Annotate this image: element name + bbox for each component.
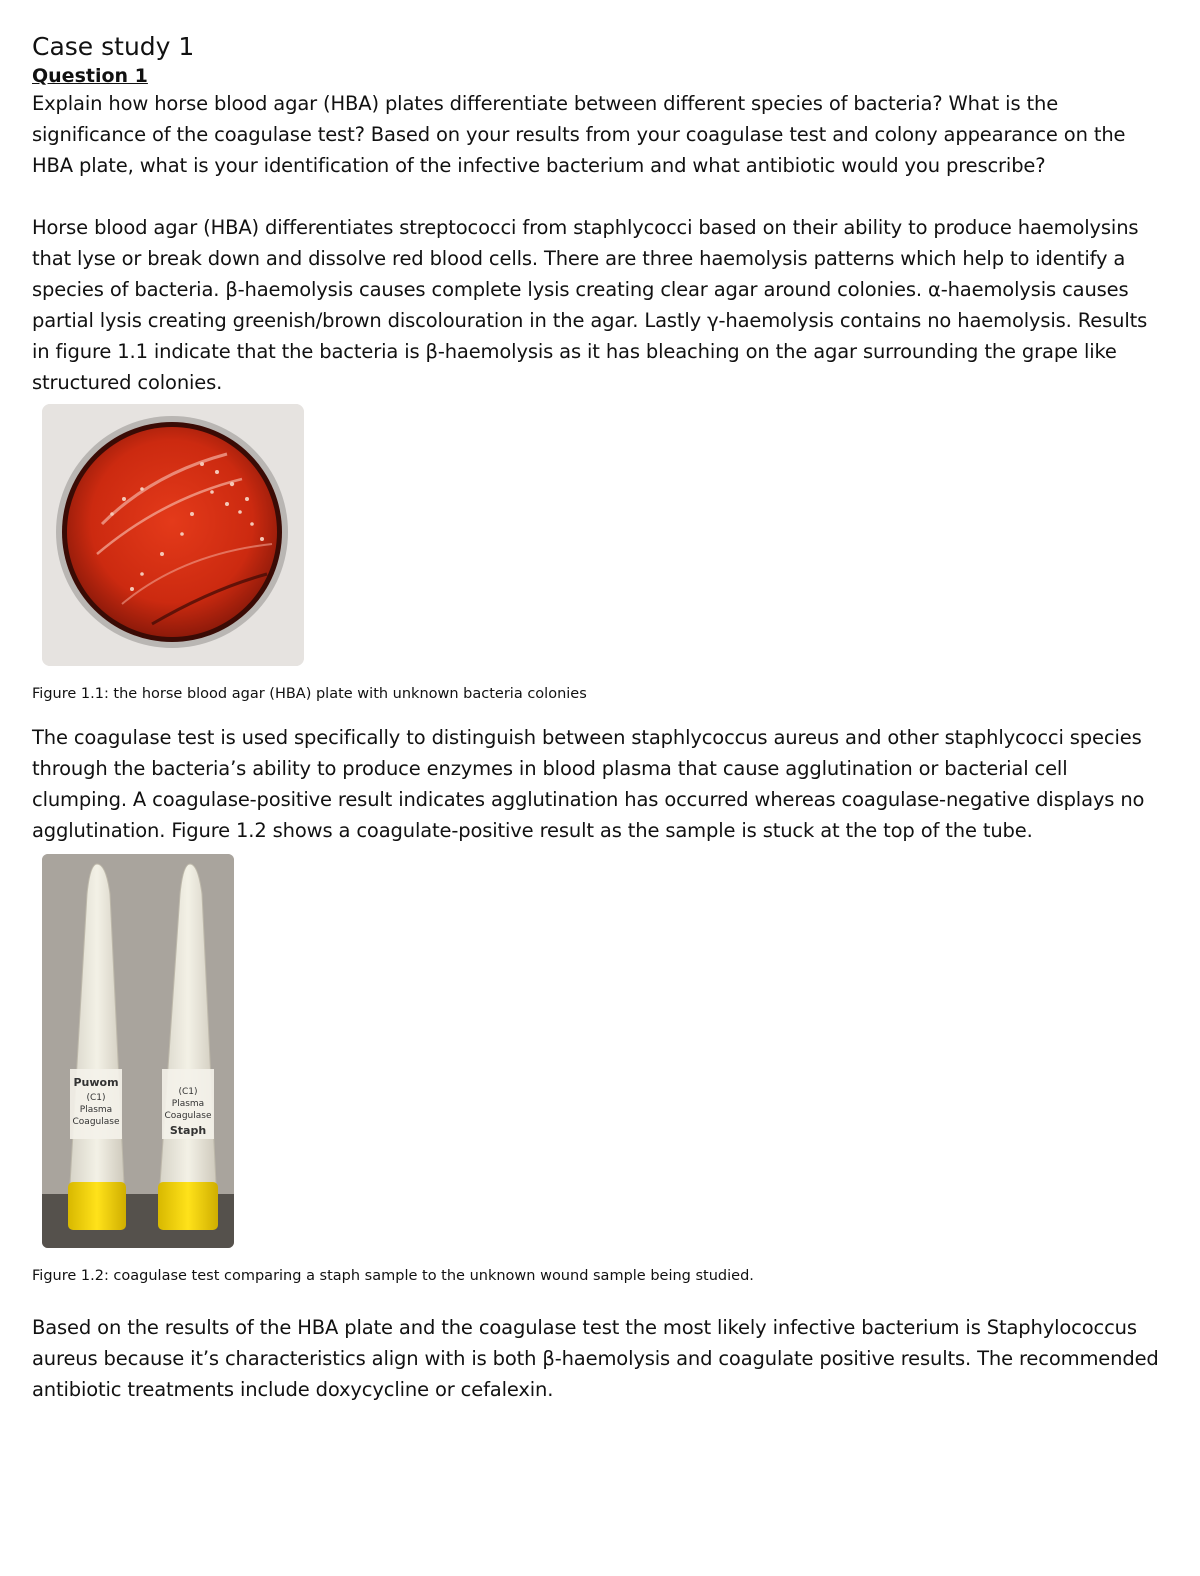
- tube-right-label-4: Staph: [169, 1124, 207, 1137]
- hba-plate-photo: [42, 404, 304, 666]
- tube-left-label-3: Plasma: [79, 1105, 113, 1115]
- spacer: [32, 181, 1162, 212]
- coagulase-paragraph: The coagulase test is used specifically to distinguish between staphlycoccus aureus and other staphlycocci species through the bacteria’s ability to produce enzymes in blood plasma that cause agglutination or bacterial cell clumping. A coagulase-positive result indicates agglutination has occurred whereas coagulase-negative displays no agglutination. Figure 1.2 shows a coagulate-positive result as the sample is stuck at the top of the tube.: [32, 726, 1145, 842]
- coagulase-tubes-photo: [42, 854, 234, 1248]
- conclusion-paragraph: Based on the results of the HBA plate and the coagulase test the most likely infective bacterium is Staphylococcus aureus because it’s characteristics align with is both β-haemolysis and coagulate positive results. The recommended antibiotic treatments include doxycycline or cefalexin.: [32, 1316, 1159, 1401]
- tube-right-label-2: Plasma: [171, 1099, 205, 1109]
- spacer: [32, 704, 1162, 722]
- figure-2-caption: Figure 1.2: coagulase test comparing a staph sample to the unknown wound sample being studied.: [32, 1268, 754, 1284]
- spacer: [32, 1286, 1162, 1312]
- question-text: Explain how horse blood agar (HBA) plates differentiate between different species of bacteria? What is the significance of the coagulase test? Based on your results from your coagulase test and colony appearance on the HBA plate, what is your identification of the infective bacterium and what antibiotic would you prescribe?: [32, 92, 1126, 177]
- document-page: [32, 30, 1162, 1405]
- page-title: Case study 1: [32, 32, 195, 61]
- tube-right-label-3: Coagulase: [164, 1111, 212, 1121]
- question-heading: Question 1: [32, 65, 148, 87]
- tube-left-label-1: Puwom: [73, 1076, 119, 1089]
- tube-left-label-2: (C1): [86, 1093, 106, 1103]
- figure-1-caption: Figure 1.1: the horse blood agar (HBA) plate with unknown bacteria colonies: [32, 686, 587, 702]
- tube-left-label-4: Coagulase: [72, 1117, 120, 1127]
- hba-paragraph: Horse blood agar (HBA) differentiates streptococci from staphlycocci based on their ability to produce haemolysins that lyse or break down and dissolve red blood cells. There are three haemolysis patterns which help to identify a species of bacteria. β-haemolysis causes complete lysis creating clear agar around colonies. α-haemolysis causes partial lysis creating greenish/brown discolouration in the agar. Lastly γ-haemolysis contains no haemolysis. Results in figure 1.1 indicate that the bacteria is β-haemolysis as it has bleaching on the agar surrounding the grape like structured colonies.: [32, 216, 1148, 394]
- tube-right-label-1: (C1): [178, 1087, 198, 1097]
